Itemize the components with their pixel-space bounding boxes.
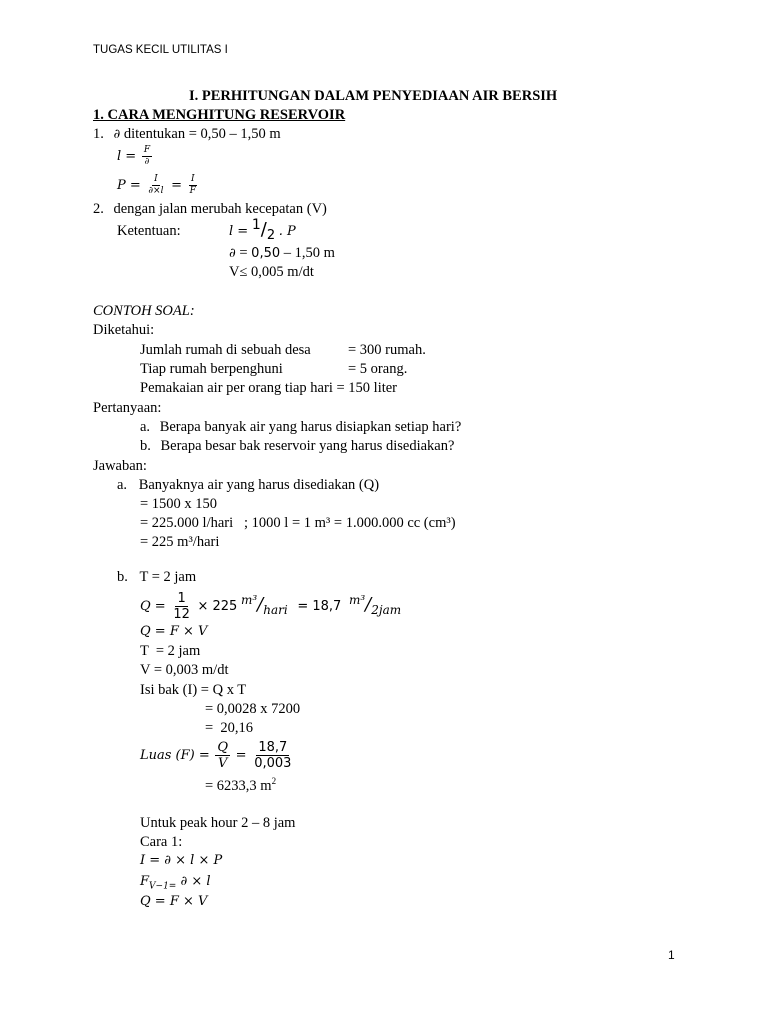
section-title: I. PERHITUNGAN DALAM PENYEDIAAN AIR BERSIH (189, 88, 558, 104)
formula-luas-num-2: 18,7 (258, 740, 288, 756)
rule-1-text: ditentukan = 0,50 – 1,50 m (120, 126, 281, 142)
answer-b-t: T = 2 jam (139, 569, 197, 585)
given-value: = 150 liter (336, 380, 398, 396)
luas-result-value: = 6233,3 m (205, 778, 272, 794)
answer-a-step: = 225.000 l/hari ; 1000 l = 1 m³ = 1.000.000 cc (cm³) (140, 515, 456, 531)
question-item (140, 418, 461, 436)
contoh-soal-heading: CONTOH SOAL: (93, 303, 195, 319)
given-label: Pemakaian air per orang tiap hari (140, 380, 333, 396)
formula-p-num-2: I (190, 174, 195, 185)
ketentuan-l-denom: 2 (266, 227, 276, 243)
ketentuan-l-lhs: l = (229, 224, 249, 239)
formula-q-fraction (171, 592, 192, 621)
formula-q-unit2-slash: / (365, 594, 372, 615)
formula-q-unit1-top: m³ (240, 593, 258, 608)
answer-b-isi-step: = 20,16 (205, 720, 254, 736)
given-value: = 5 orang. (348, 361, 408, 377)
jawaban-label: Jawaban: (93, 458, 147, 474)
formula-luas-den-1: V (218, 756, 228, 772)
cara-f-subscript: V−1= (149, 881, 177, 892)
answer-a-step: = 1500 x 150 (140, 496, 218, 512)
formula-q-mid: × 225 (197, 599, 238, 614)
rule-2-number: 2. (93, 201, 104, 217)
answer-a-letter: a. (117, 477, 128, 493)
formula-luas-fraction-1 (215, 741, 230, 770)
partial-symbol: ∂ (113, 127, 121, 142)
section-subtitle: 1. CARA MENGHITUNG RESERVOIR (93, 107, 346, 123)
formula-q-den: 12 (173, 607, 190, 623)
answer-a-step: = 225 m³/hari (140, 534, 220, 550)
question-text: Berapa besar bak reservoir yang harus disediakan? (160, 438, 455, 454)
answer-b-isi: Isi bak (I) = Q x T (140, 682, 247, 698)
formula-q-eq: = 18,7 (297, 599, 342, 614)
formula-p-equals: = (171, 178, 183, 193)
ketentuan-partial-rest: – 1,50 m (280, 245, 335, 261)
given-label: Tiap rumah berpenghuni (140, 361, 283, 377)
page-number: 1 (668, 948, 675, 962)
cara-formula-i: I = ∂ × l × P (140, 853, 223, 868)
answer-b-t2: T = 2 jam (140, 643, 201, 659)
formula-luas-fraction-2 (252, 741, 293, 770)
rule-2-line (93, 200, 327, 218)
formula-l (117, 143, 154, 170)
formula-q-unit1-bot: hari (263, 602, 288, 617)
formula-p-den-2: F (189, 186, 196, 197)
formula-luas-num-1: Q (217, 740, 229, 756)
page-header: TUGAS KECIL UTILITAS I (93, 44, 228, 56)
cara-f-rest: ∂ × l (176, 874, 211, 889)
formula-luas (140, 736, 295, 775)
formula-q-unit1-slash: / (257, 594, 264, 615)
ketentuan-l-numer: 1 (251, 217, 261, 234)
diketahui-label: Diketahui: (93, 322, 155, 338)
answer-b-line (117, 568, 196, 586)
formula-q-num: 1 (177, 591, 186, 607)
answer-b-letter: b. (117, 569, 128, 585)
luas-result-exponent: 2 (271, 776, 277, 787)
formula-luas-lhs: Luas (F) = (140, 748, 210, 763)
cara-formula-f (140, 873, 211, 891)
formula-q-unit2-top: m³ (348, 593, 366, 608)
formula-l-fraction (142, 146, 152, 167)
given-item (140, 341, 311, 359)
ketentuan-l-slash: / (260, 219, 267, 240)
rule-2-text: dengan jalan merubah kecepatan (V) (113, 201, 327, 217)
ketentuan-l-rest: . P (278, 224, 296, 239)
answer-a-text: Banyaknya air yang harus disediakan (Q) (138, 477, 380, 493)
given-item (140, 360, 283, 378)
ketentuan-partial-mid: 0,50 (251, 246, 281, 261)
given-item (140, 379, 397, 397)
formula-q-lhs: Q = (140, 599, 166, 614)
formula-p-lhs: P = (117, 178, 141, 193)
ketentuan-partial-eq: = (235, 245, 252, 261)
formula-p (117, 172, 200, 199)
cara-f-symbol: F (140, 874, 150, 889)
rule-1-line (93, 125, 281, 144)
ketentuan-velocity: V≤ 0,005 m/dt (229, 264, 314, 280)
question-letter: a. (140, 419, 151, 435)
given-value: = 300 rumah. (348, 342, 426, 358)
question-letter: b. (140, 438, 151, 454)
formula-l-den: ∂ (144, 157, 150, 168)
ketentuan-formula-l (229, 219, 296, 243)
formula-luas-den-2: 0,003 (254, 756, 292, 772)
rule-1-number: 1. (93, 126, 104, 142)
question-item (140, 437, 454, 455)
given-label: Jumlah rumah di sebuah desa (140, 342, 311, 358)
formula-p-num-1: I (154, 174, 158, 185)
answer-b-isi-step: = 0,0028 x 7200 (205, 701, 301, 717)
formula-l-num: F (143, 145, 151, 156)
formula-l-lhs: l = (117, 149, 137, 164)
answer-b-v: V = 0,003 m/dt (140, 662, 229, 678)
answer-a-line (117, 476, 379, 494)
question-text: Berapa banyak air yang harus disiapkan setiap hari? (159, 419, 462, 435)
ketentuan-partial (229, 244, 335, 263)
ketentuan-partial-sym: ∂ (229, 246, 236, 261)
formula-p-fraction-2 (188, 175, 198, 196)
formula-qfv: Q = F × V (140, 624, 208, 639)
formula-luas-eq: = (235, 748, 247, 763)
pertanyaan-label: Pertanyaan: (93, 400, 162, 416)
peak-hour-line: Untuk peak hour 2 – 8 jam (140, 815, 296, 831)
formula-q-unit2-bot: 2jam (371, 602, 402, 617)
formula-q (140, 586, 401, 626)
cara-formula-q: Q = F × V (140, 894, 208, 909)
formula-p-den-1: ∂×l (148, 186, 164, 197)
formula-p-fraction-1 (146, 175, 165, 196)
ketentuan-label: Ketentuan: (117, 223, 181, 239)
cara-label: Cara 1: (140, 834, 183, 850)
answer-b-luas-result (205, 777, 276, 795)
